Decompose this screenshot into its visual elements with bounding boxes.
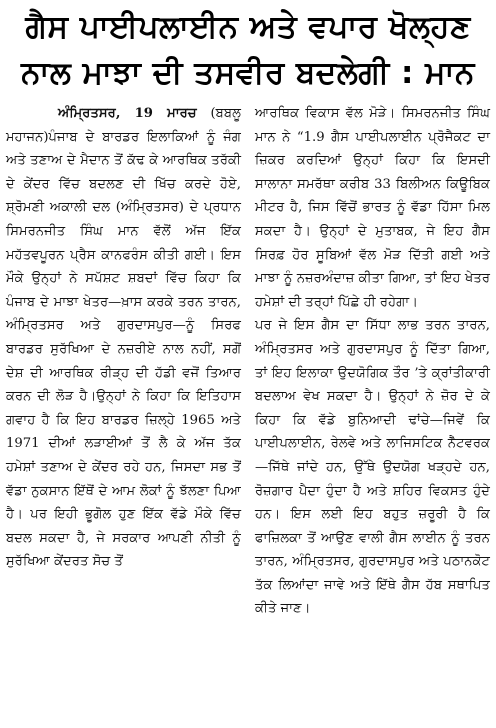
article-right-column bbox=[255, 102, 490, 621]
article-left-column bbox=[6, 102, 241, 621]
article-paragraph bbox=[6, 102, 241, 574]
article-paragraph: ਪਰ ਜੇ ਇਸ ਗੈਸ ਦਾ ਸਿੱਧਾ ਲਾਭ ਤਰਨ ਤਾਰਨ, ਅੰਮ੍ਰਿਤਸਰ ਅਤੇ ਗੁਰਦਾਸਪੁਰ ਨੂੰ ਦਿੱਤਾ ਗਿਆ, ਤਾਂ ਇਹ ਇਲਾਕਾ ਉਦਯੋਗਿਕ ਤੌਰ ’ਤੇ ਕ੍ਰਾਂਤੀਕਾਰੀ ਬਦਲਾਅ ਵੇਖ ਸਕਦਾ ਹੈ। ਉਨ੍ਹਾਂ ਨੇ ਜ਼ੋਰ ਦੇ ਕੇ ਕਿਹਾ ਕਿ ਵੱਡੇ ਬੁਨਿਆਦੀ ਢਾਂਚੇ—ਜਿਵੇਂ ਕਿ ਪਾਈਪਲਾਈਨ, ਰੇਲਵੇ ਅਤੇ ਲਾਜਿਸਟਿਕ ਨੈੱਟਵਰਕ—ਜਿੱਥੇ ਜਾਂਦੇ ਹਨ, ਉੱਥੇ ਉਦਯੋਗ ਖੜ੍ਹਦੇ ਹਨ, ਰੋਜ਼ਗਾਰ ਪੈਦਾ ਹੁੰਦਾ ਹੈ ਅਤੇ ਸ਼ਹਿਰ ਵਿਕਸਤ ਹੁੰਦੇ ਹਨ। ਇਸ ਲਈ ਇਹ ਬਹੁਤ ਜ਼ਰੂਰੀ ਹੈ ਕਿ ਫਾਜ਼ਿਲਕਾ ਤੋਂ ਆਉਣ ਵਾਲੀ ਗੈਸ ਲਾਈਨ ਨੂੰ ਤਰਨ ਤਾਰਨ, ਅੰਮ੍ਰਿਤਸਰ, ਗੁਰਦਾਸਪੁਰ ਅਤੇ ਪਠਾਨਕੋਟ ਤੱਕ ਲਿਆਂਦਾ ਜਾਵੇ ਅਤੇ ਇੱਥੇ ਗੈਸ ਹੱਬ ਸਥਾਪਿਤ ਕੀਤੇ ਜਾਣ। bbox=[255, 318, 490, 617]
headline-line-2: ਨਾਲ ਮਾਝਾ ਦੀ ਤਸਵੀਰ ਬਦਲੇਗੀ : ਮਾਨ bbox=[21, 55, 475, 91]
left-column-text: (ਬਬਲੂ ਮਹਾਜਨ)ਪੰਜਾਬ ਦੇ ਬਾਰਡਰ ਇਲਾਕਿਆਂ ਨੂੰ ਜੰਗ ਅਤੇ ਤਣਾਅ ਦੇ ਮੈਦਾਨ ਤੋਂ ਕੱਢ ਕੇ ਆਰਥਿਕ ਤਰੱਕੀ ਦੇ ਕੇਂਦਰ ਵਿੱਚ ਬਦਲਣ ਦੀ ਖਿੱਚ ਕਰਦੇ ਹੋਏ, ਸ਼੍ਰੋਮਣੀ ਅਕਾਲੀ ਦਲ (ਅੰਮ੍ਰਿਤਸਰ) ਦੇ ਪ੍ਰਧਾਨ ਸਿਮਰਨਜੀਤ ਸਿੰਘ ਮਾਨ ਵੱਲੋਂ ਅੱਜ ਇੱਕ ਮਹੱਤਵਪੂਰਨ ਪ੍ਰੈਸ ਕਾਨਫਰੰਸ ਕੀਤੀ ਗਈ। ਇਸ ਮੌਕੇ ਉਨ੍ਹਾਂ ਨੇ ਸਪੱਸ਼ਟ ਸ਼ਬਦਾਂ ਵਿੱਚ ਕਿਹਾ ਕਿ ਪੰਜਾਬ ਦੇ ਮਾਝਾ ਖੇਤਰ—ਖ਼ਾਸ ਕਰਕੇ ਤਰਨ ਤਾਰਨ, ਅੰਮ੍ਰਿਤਸਰ ਅਤੇ ਗੁਰਦਾਸਪੁਰ—ਨੂੰ ਸਿਰਫ ਬਾਰਡਰ ਸੁਰੱਖਿਆ ਦੇ ਨਜ਼ਰੀਏ ਨਾਲ ਨਹੀਂ, ਸਗੋਂ ਦੇਸ਼ ਦੀ ਆਰਥਿਕ ਰੀੜ੍ਹ ਦੀ ਹੱਡੀ ਵਜੋਂ ਤਿਆਰ ਕਰਨ ਦੀ ਲੋੜ ਹੈ।ਉਨ੍ਹਾਂ ਨੇ ਕਿਹਾ ਕਿ ਇਤਿਹਾਸ ਗਵਾਹ ਹੈ ਕਿ ਇਹ ਬਾਰਡਰ ਜ਼ਿਲ੍ਹੇ 1965 ਅਤੇ 1971 ਦੀਆਂ ਲੜਾਈਆਂ ਤੋਂ ਲੈ ਕੇ ਅੱਜ ਤੱਕ ਹਮੇਸ਼ਾਂ ਤਣਾਅ ਦੇ ਕੇਂਦਰ ਰਹੇ ਹਨ, ਜਿਸਦਾ ਸਭ ਤੋਂ ਵੱਡਾ ਨੁਕਸਾਨ ਇੱਥੋਂ ਦੇ ਆਮ ਲੋਕਾਂ ਨੂੰ ਝੱਲਣਾ ਪਿਆ ਹੈ। ਪਰ ਇਹੀ ਭੂਗੋਲ ਹੁਣ ਇੱਕ ਵੱਡੇ ਮੌਕੇ ਵਿੱਚ ਬਦਲ ਸਕਦਾ ਹੈ, ਜੇ ਸਰਕਾਰ ਆਪਣੀ ਨੀਤੀ ਨੂੰ ਸੁਰੱਖਿਆ ਕੇਂਦਰਤ ਸੋਚ ਤੋਂ bbox=[6, 106, 241, 570]
dateline: ਅੰਮ੍ਰਿਤਸਰ, 19 ਮਾਰਚ bbox=[58, 106, 197, 121]
article-body bbox=[6, 102, 490, 621]
headline-line-1: ਗੈਸ ਪਾਈਪਲਾਈਨ ਅਤੇ ਵਪਾਰ ਖੋਲ੍ਹਣ bbox=[25, 9, 471, 45]
headline bbox=[6, 4, 490, 96]
article-paragraph: ਆਰਥਿਕ ਵਿਕਾਸ ਵੱਲ ਮੋੜੇ। ਸਿਮਰਨਜੀਤ ਸਿੰਘ ਮਾਨ ਨੇ “1.9 ਗੈਸ ਪਾਈਪਲਾਈਨ ਪ੍ਰੋਜੈਕਟ ਦਾ ਜ਼ਿਕਰ ਕਰਦਿਆਂ ਉਨ੍ਹਾਂ ਕਿਹਾ ਕਿ ਇਸਦੀ ਸਾਲਾਨਾ ਸਮਰੱਥਾ ਕਰੀਬ 33 ਬਿਲੀਅਨ ਕਿਊਬਿਕ ਮੀਟਰ ਹੈ, ਜਿਸ ਵਿੱਚੋਂ ਭਾਰਤ ਨੂੰ ਵੱਡਾ ਹਿੱਸਾ ਮਿਲ ਸਕਦਾ ਹੈ। ਉਨ੍ਹਾਂ ਦੇ ਮੁਤਾਬਕ, ਜੇ ਇਹ ਗੈਸ ਸਿਰਫ਼ ਹੋਰ ਸੂਬਿਆਂ ਵੱਲ ਮੋੜ ਦਿੱਤੀ ਗਈ ਅਤੇ ਮਾਝਾ ਨੂੰ ਨਜ਼ਰਅੰਦਾਜ਼ ਕੀਤਾ ਗਿਆ, ਤਾਂ ਇਹ ਖੇਤਰ ਹਮੇਸ਼ਾਂ ਦੀ ਤਰ੍ਹਾਂ ਪਿੱਛੇ ਹੀ ਰਹੇਗਾ। bbox=[255, 106, 490, 310]
